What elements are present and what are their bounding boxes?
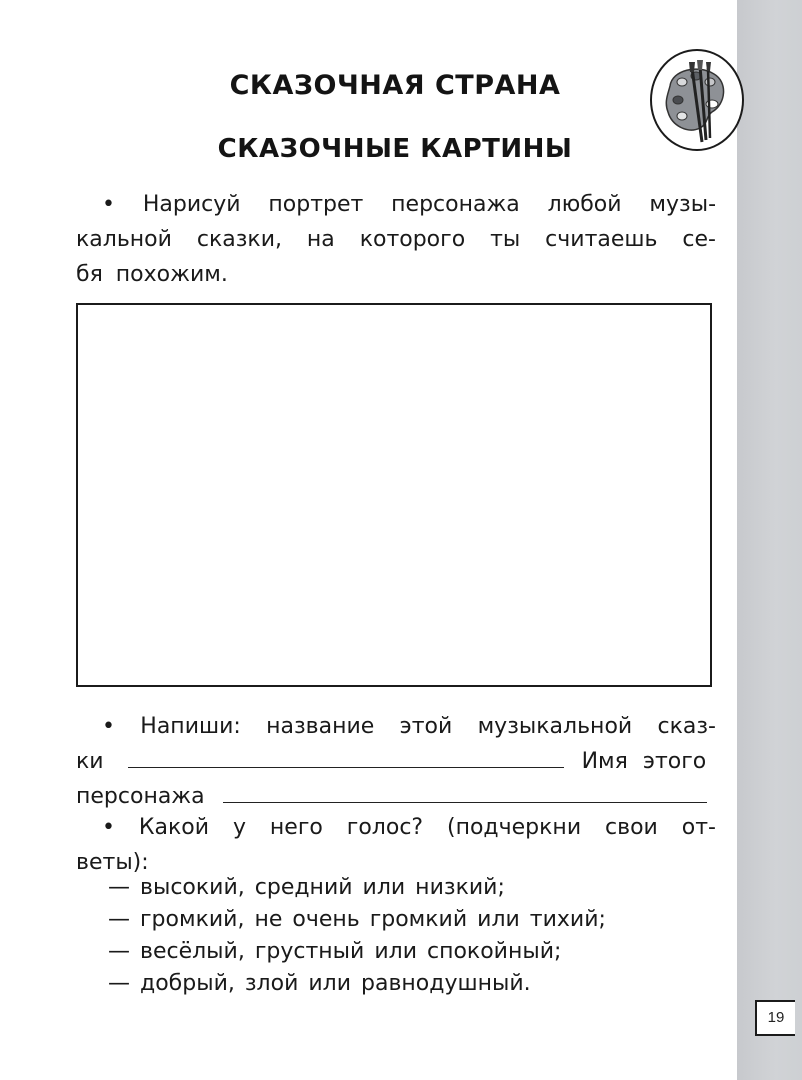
side-band xyxy=(737,0,802,1080)
bullet-icon: • xyxy=(102,714,115,739)
voice-options-list xyxy=(108,872,606,1000)
task-write-line-1: • Напиши: название этой музыкальной сказ- xyxy=(102,714,716,739)
task-draw-portrait xyxy=(76,187,716,292)
page-title: СКАЗОЧНАЯ СТРАНА xyxy=(229,70,561,101)
task-voice-line-2: веты): xyxy=(76,850,149,875)
task-write-line-2: ки Имя этого xyxy=(76,749,707,774)
bullet-icon: • xyxy=(102,815,115,840)
voice-option-mood[interactable]: — весёлый, грустный или спокойный; xyxy=(108,939,562,964)
task-voice-line-1: • Какой у него голос? (подчеркни свои от- xyxy=(102,815,716,840)
fairy-tale-name-field[interactable] xyxy=(128,747,564,768)
character-name-field[interactable] xyxy=(223,782,707,803)
drawing-area[interactable] xyxy=(76,303,712,687)
task-write-line-3: персонажа xyxy=(76,779,716,814)
bullet-icon: • xyxy=(102,192,115,217)
task-draw-line-1: • Нарисуй портрет персонажа любой музы- xyxy=(102,192,716,217)
task-draw-line-3: бя похожим. xyxy=(76,262,228,287)
voice-option-pitch[interactable]: — высокий, средний или низкий; xyxy=(108,875,505,900)
voice-option-character[interactable]: — добрый, злой или равнодушный. xyxy=(108,971,531,996)
task-draw-line-2: кальной сказки, на которого ты считаешь се- xyxy=(76,227,716,252)
page-number: 19 xyxy=(755,1000,795,1036)
task-voice-question xyxy=(76,810,716,880)
page-subtitle: СКАЗОЧНЫЕ КАРТИНЫ xyxy=(217,134,573,164)
task-write-names xyxy=(76,709,716,814)
voice-option-loudness[interactable]: — громкий, не очень громкий или тихий; xyxy=(108,907,606,932)
